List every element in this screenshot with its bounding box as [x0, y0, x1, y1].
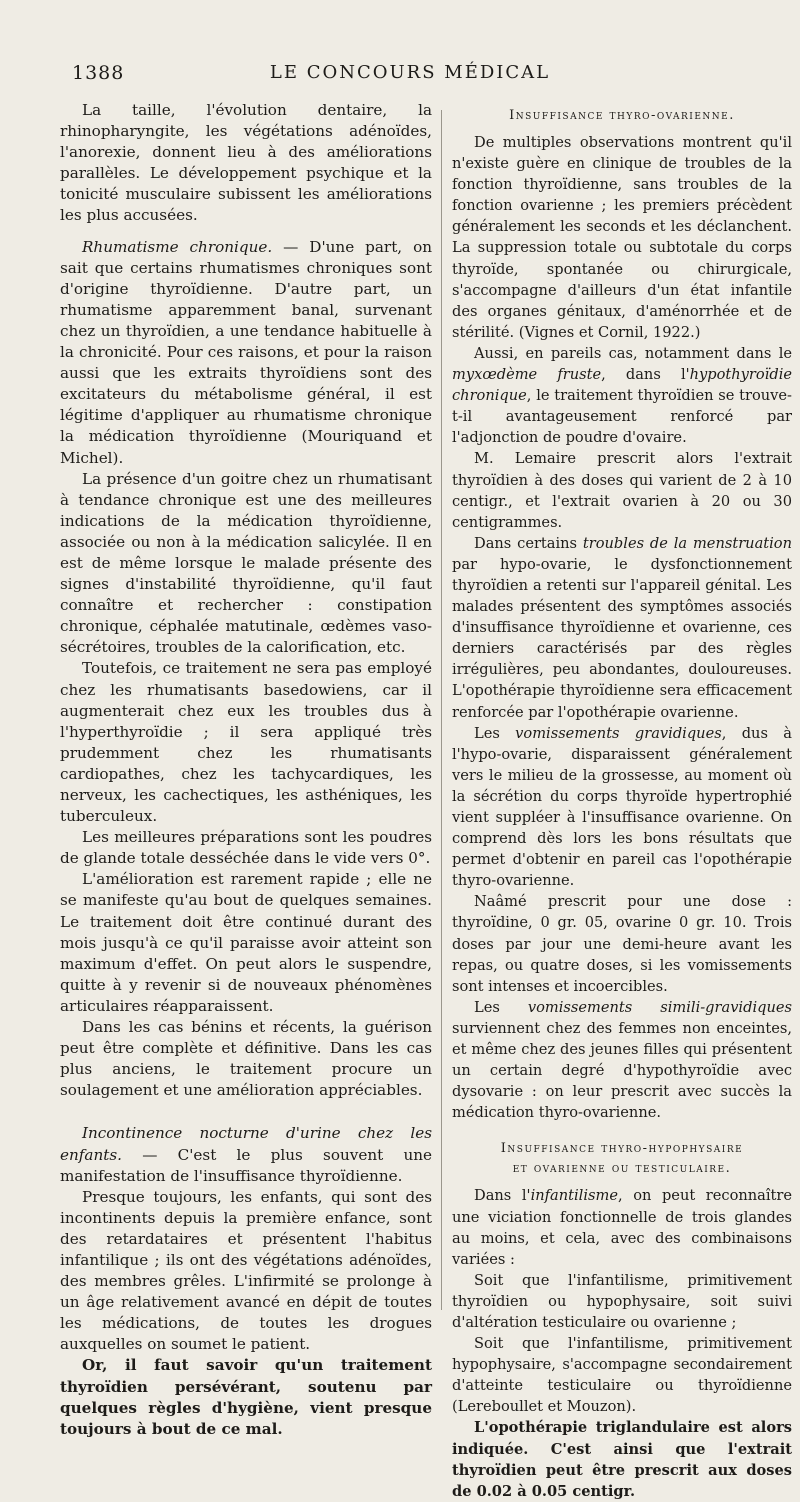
- paragraph: Les vomissements gravidiques, dus à l'hypo-ovarie, disparaissent généralement vers le milieu de la grossesse, au moment où la sécrétion du corps thyroïde hypertrophié vient suppléer à l'insuffisance ovarienne. On comprend dès lors les bons résultats que permet d'obtenir en pareil cas l'opothérapie thyro-ovarienne.: [452, 724, 792, 890]
- paragraph: M. Lemaire prescrit alors l'extrait thyroïdien à des doses qui varient de 2 à 10 centigr., et l'extrait ovarien à 20 ou 30 centigrammes.: [452, 450, 792, 531]
- paragraph: Aussi, en pareils cas, notamment dans le myxœdème fruste, dans l'hypothyroïdie chronique, le traitement thyroïdien se trouve-t-il avantageusement renforcé par l'adjonction de poudre d'ovaire.: [452, 344, 792, 447]
- section-heading-thyro-ovarienne: Insuffisance thyro-ovarienne.: [509, 108, 735, 123]
- paragraph: Les vomissements simili-gravidiques surviennent chez des femmes non enceintes, et même chez des jeunes filles qui présentent un certain degré d'hypothyroïdie avec dysovarie : on leur prescrit avec succès la médication thyro-ovarienne.: [452, 998, 792, 1122]
- paragraph-incontinence: [60, 1123, 432, 1186]
- paragraph: Toutefois, ce traitement ne sera pas employé chez les rhumatisants basedowiens, car il augmenterait chez eux les troubles dus à l'hyperthyroïdie ; il sera appliqué très prudemment chez les rhumatisants cardiopathes, chez les tachycardiques, les nerveux, les cachectiques, les asthéniques, les tuberculeux.: [60, 659, 432, 826]
- section-title-incontinence: Incontinence nocturne d'urine chez les enfants.: [60, 1124, 432, 1164]
- paragraph-conclusion: Or, il faut savoir qu'un traitement thyroïdien persévérant, soutenu par quelques règles d'hygiène, vient presque toujours à bout de ce mal.: [60, 1356, 432, 1438]
- page-number: 1388: [72, 62, 125, 84]
- paragraph: La présence d'un goitre chez un rhumatisant à tendance chronique est une des meilleures indications de la médication thyroïdienne, associée ou non à la médication salicylée. Il en est de même lorsque le malade présente des signes d'instabilité thyroïdienne, qu'il faut connaître et rechercher : constipation chronique, céphalée matutinale, œdèmes vaso-sécrétoires, troubles de la calorification, etc.: [60, 469, 432, 657]
- paragraph-text: — C'est le plus souvent une manifestation de l'insuffisance thyroïdienne.: [60, 1145, 432, 1185]
- paragraph: Soit que l'infantilisme, primitivement hypophysaire, s'accompagne secondairement d'atteinte testiculaire ou thyroïdienne (Lereboullet et Mouzon).: [452, 1335, 792, 1416]
- paragraph-text: — D'une part, on sait que certains rhumatismes chroniques sont d'origine thyroïdienne. D'autre part, un rhumatisme apparemment banal, survenant chez un thyroïdien, a une tendance habituelle à la chronicité. Pour ces raisons, et pour la raison aussi que les extraits thyroïdiens sont des excitateurs du métabolisme général, il est légitime d'appliquer au rhumatisme chronique la médication thyroïdienne (Mouriquand et Michel).: [60, 237, 432, 467]
- section-title-rhumatisme: Rhumatisme chronique.: [82, 237, 273, 256]
- paragraph: L'amélioration est rarement rapide ; elle ne se manifeste qu'au bout de quelques semaines. Le traitement doit être continué durant des mois jusqu'à ce qu'il paraisse avoir atteint son maximum d'effet. On peut alors le suspendre, quitte à y revenir si de nouveaux phénomènes articulaires réapparaissent.: [60, 870, 432, 1015]
- paragraph: De multiples observations montrent qu'il n'existe guère en clinique de troubles de la fonction thyroïdienne, sans troubles de la fonction ovarienne ; les premiers précèdent généralement les seconds et les déclanchent. La suppression totale ou subtotale du corps thyroïde, spontanée ou chirurgicale, s'accompagne d'ailleurs d'un état infantile des organes génitaux, d'aménorrhée et de stérilité. (Vignes et Cornil, 1922.): [452, 134, 792, 341]
- paragraph: Les meilleures préparations sont les poudres de glande totale desséchée dans le vide vers 0°.: [60, 828, 432, 868]
- column-divider: [441, 110, 442, 1310]
- left-column: [60, 100, 432, 1440]
- paragraph-rhumatisme: [60, 237, 432, 469]
- paragraph: Dans certains troubles de la menstruation par hypo-ovarie, le dysfonctionnement thyroïdien a retenti sur l'appareil génital. Les malades présentent des symptômes associés d'insuffisance thyroïdienne et ovarienne, ces derniers caractérisés par des règles irrégulières, peu abondantes, douloureuses. L'opothérapie thyroïdienne sera efficacement renforcée par l'opothérapie ovarienne.: [452, 534, 792, 721]
- paragraph: Dans l'infantilisme, on peut reconnaître une viciation fonctionnelle de trois glandes au moins, et cela, avec des combinaisons variées :: [452, 1187, 793, 1268]
- paragraph: Dans les cas bénins et récents, la guérison peut être complète et définitive. Dans les cas plus anciens, le traitement procure un soulagement et une amélioration appréciables.: [60, 1018, 432, 1100]
- paragraph: La taille, l'évolution dentaire, la rhinopharyngite, les végétations adénoïdes, l'anorexie, donnent lieu à des améliorations parallèles. Le développement psychique et la tonicité musculaire subissent les améliorations les plus accusées.: [60, 101, 432, 225]
- page-header: [60, 58, 760, 88]
- right-column: [452, 100, 792, 1502]
- section-heading-thyro-hypophysaire: Insuffisance thyro-hypophysaire et ovarienne ou testiculaire.: [500, 1141, 744, 1177]
- running-title: LE CONCOURS MÉDICAL: [269, 62, 551, 83]
- paragraph: Soit que l'infantilisme, primitivement thyroïdien ou hypophysaire, soit suivi d'altération testiculaire ou ovarienne ;: [452, 1271, 792, 1331]
- paragraph: Naâmé prescrit pour une dose : thyroïdine, 0 gr. 05, ovarine 0 gr. 10. Trois doses par jour une demi-heure avant les repas, ou quatre doses, si les vomissements sont intenses et incoercibles.: [452, 893, 792, 995]
- paragraph: Presque toujours, les enfants, qui sont des incontinents depuis la première enfance, sont des retardataires et présentent l'habitus infantilique ; ils ont des végétations adénoïdes, des membres grêles. L'infirmité se prolonge à un âge relativement avancé en dépit de toutes les médications, de toutes les drogues auxquelles on soumet le patient.: [60, 1187, 432, 1354]
- paragraph: L'opothérapie triglandulaire est alors indiquée. C'est ainsi que l'extrait thyroïdien peut être prescrit aux doses de 0.02 à 0.05 centigr.: [452, 1419, 792, 1500]
